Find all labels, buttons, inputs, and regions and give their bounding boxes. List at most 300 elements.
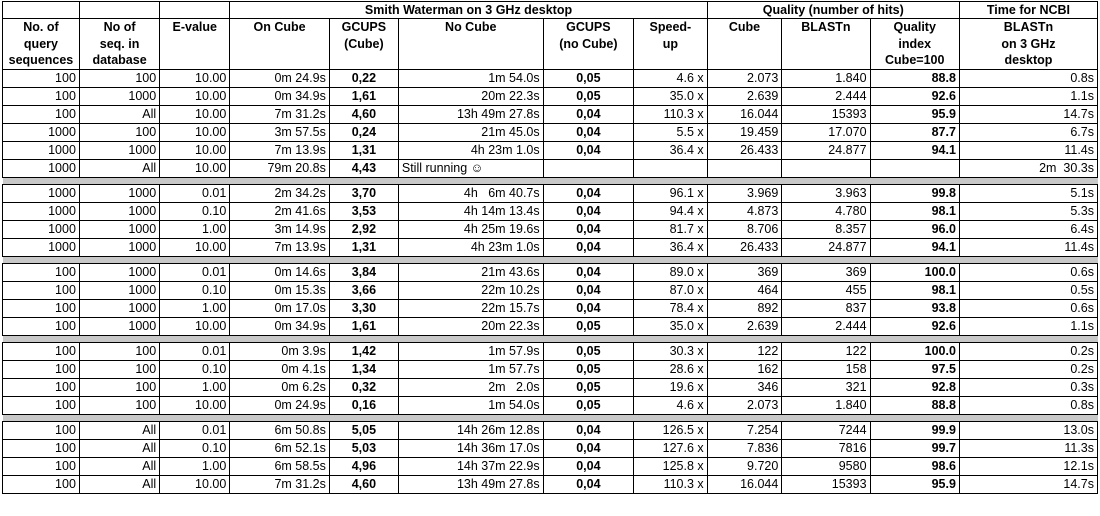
cell-gcups-no-cube: 0,04	[543, 220, 633, 238]
cell-quality-index: 100.0	[870, 342, 959, 360]
cell-blastn-hits: 8.357	[782, 220, 870, 238]
cell-speedup: 36.4 x	[634, 141, 708, 159]
cell-blastn-time: 6.4s	[959, 220, 1097, 238]
cell-gcups-no-cube: 0,04	[543, 475, 633, 493]
col-header-seqs-in-db: No of seq. in database	[79, 19, 159, 70]
cell-gcups-cube: 0,32	[329, 378, 398, 396]
cell-evalue: 0.01	[160, 421, 230, 439]
table-row	[3, 281, 1098, 299]
cell-blastn-hits: 455	[782, 281, 870, 299]
cell-speedup: 94.4 x	[634, 202, 708, 220]
cell-speedup: 81.7 x	[634, 220, 708, 238]
cell-gcups-cube: 1,61	[329, 317, 398, 335]
cell-evalue: 1.00	[160, 457, 230, 475]
cell-gcups-cube: 2,92	[329, 220, 398, 238]
cell-blastn-hits	[782, 159, 870, 177]
cell-seqs-in-db: All	[79, 475, 159, 493]
cell-on-cube: 7m 31.2s	[230, 475, 330, 493]
cell-speedup: 89.0 x	[634, 263, 708, 281]
table-row	[3, 123, 1098, 141]
cell-quality-index: 95.9	[870, 105, 959, 123]
cell-blastn-time: 5.3s	[959, 202, 1097, 220]
cell-gcups-cube: 4,60	[329, 475, 398, 493]
cell-gcups-no-cube: 0,04	[543, 299, 633, 317]
cell-gcups-cube: 3,66	[329, 281, 398, 299]
cell-no-cube: 20m 22.3s	[398, 87, 543, 105]
cell-blastn-hits: 24.877	[782, 238, 870, 256]
cell-queries: 1000	[3, 159, 80, 177]
cell-gcups-cube: 4,60	[329, 105, 398, 123]
cell-seqs-in-db: All	[79, 457, 159, 475]
cell-gcups-no-cube: 0,04	[543, 141, 633, 159]
cell-gcups-no-cube: 0,05	[543, 396, 633, 414]
cell-gcups-cube: 1,42	[329, 342, 398, 360]
cell-blastn-hits: 837	[782, 299, 870, 317]
cell-quality-index: 97.5	[870, 360, 959, 378]
cell-cube-hits: 4.873	[707, 202, 782, 220]
cell-cube-hits: 2.073	[707, 396, 782, 414]
cell-queries: 100	[3, 378, 80, 396]
cell-seqs-in-db: 1000	[79, 87, 159, 105]
cell-gcups-cube: 1,61	[329, 87, 398, 105]
cell-cube-hits: 9.720	[707, 457, 782, 475]
cell-cube-hits: 26.433	[707, 238, 782, 256]
cell-blastn-hits: 321	[782, 378, 870, 396]
table-row	[3, 69, 1098, 87]
cell-queries: 100	[3, 299, 80, 317]
cell-no-cube: 1m 57.7s	[398, 360, 543, 378]
cell-speedup: 19.6 x	[634, 378, 708, 396]
cell-on-cube: 0m 34.9s	[230, 87, 330, 105]
cell-blastn-hits: 17.070	[782, 123, 870, 141]
cell-speedup: 126.5 x	[634, 421, 708, 439]
cell-gcups-no-cube: 0,05	[543, 342, 633, 360]
cell-evalue: 1.00	[160, 299, 230, 317]
cell-quality-index: 92.8	[870, 378, 959, 396]
cell-evalue: 0.01	[160, 184, 230, 202]
cell-on-cube: 7m 31.2s	[230, 105, 330, 123]
cell-blastn-hits: 4.780	[782, 202, 870, 220]
col-header-gcups-cube: GCUPS (Cube)	[329, 19, 398, 70]
group-separator	[3, 414, 1098, 421]
cell-no-cube: 20m 22.3s	[398, 317, 543, 335]
cell-quality-index: 94.1	[870, 238, 959, 256]
cell-quality-index: 98.1	[870, 202, 959, 220]
cell-evalue: 10.00	[160, 123, 230, 141]
cell-blastn-hits: 158	[782, 360, 870, 378]
cell-no-cube: 14h 26m 12.8s	[398, 421, 543, 439]
cell-no-cube: 14h 37m 22.9s	[398, 457, 543, 475]
cell-seqs-in-db: All	[79, 439, 159, 457]
cell-evalue: 10.00	[160, 69, 230, 87]
cell-queries: 100	[3, 263, 80, 281]
cell-evalue: 10.00	[160, 105, 230, 123]
cell-speedup: 127.6 x	[634, 439, 708, 457]
cell-quality-index: 92.6	[870, 87, 959, 105]
cell-no-cube: 4h 14m 13.4s	[398, 202, 543, 220]
cell-evalue: 0.01	[160, 263, 230, 281]
cell-evalue: 0.10	[160, 202, 230, 220]
cell-cube-hits: 369	[707, 263, 782, 281]
cell-queries: 1000	[3, 220, 80, 238]
cell-blastn-time: 1.1s	[959, 317, 1097, 335]
table-row	[3, 184, 1098, 202]
cell-gcups-no-cube: 0,04	[543, 123, 633, 141]
col-header-cube-hits: Cube	[707, 19, 782, 70]
cell-quality-index: 98.1	[870, 281, 959, 299]
cell-gcups-cube: 4,43	[329, 159, 398, 177]
cell-blastn-time: 0.8s	[959, 69, 1097, 87]
table-row	[3, 457, 1098, 475]
cell-no-cube: 1m 54.0s	[398, 396, 543, 414]
col-header-quality-index: Quality index Cube=100	[870, 19, 959, 70]
cell-on-cube: 7m 13.9s	[230, 238, 330, 256]
group-header-smith-waterman: Smith Waterman on 3 GHz desktop	[230, 2, 707, 19]
cell-blastn-hits: 9580	[782, 457, 870, 475]
table-row	[3, 238, 1098, 256]
table-row	[3, 378, 1098, 396]
cell-cube-hits: 2.639	[707, 87, 782, 105]
cell-on-cube: 0m 4.1s	[230, 360, 330, 378]
cell-quality-index: 87.7	[870, 123, 959, 141]
cell-evalue: 0.10	[160, 439, 230, 457]
cell-gcups-cube: 0,16	[329, 396, 398, 414]
cell-no-cube: 21m 45.0s	[398, 123, 543, 141]
cell-seqs-in-db: 100	[79, 69, 159, 87]
table-row	[3, 360, 1098, 378]
cell-speedup: 28.6 x	[634, 360, 708, 378]
cell-gcups-no-cube: 0,05	[543, 69, 633, 87]
cell-blastn-time: 11.4s	[959, 238, 1097, 256]
cell-queries: 100	[3, 457, 80, 475]
cell-gcups-cube: 5,05	[329, 421, 398, 439]
cell-seqs-in-db: All	[79, 105, 159, 123]
cell-gcups-no-cube: 0,04	[543, 184, 633, 202]
cell-on-cube: 0m 34.9s	[230, 317, 330, 335]
cell-gcups-no-cube: 0,04	[543, 457, 633, 475]
cell-on-cube: 2m 34.2s	[230, 184, 330, 202]
cell-evalue: 10.00	[160, 87, 230, 105]
group-header-ncbi-time: Time for NCBI	[959, 2, 1097, 19]
cell-gcups-cube: 1,31	[329, 141, 398, 159]
cell-quality-index: 98.6	[870, 457, 959, 475]
cell-quality-index: 94.1	[870, 141, 959, 159]
cell-no-cube: 4h 23m 1.0s	[398, 238, 543, 256]
cell-cube-hits: 2.639	[707, 317, 782, 335]
cell-no-cube: 2m 2.0s	[398, 378, 543, 396]
col-header-no-cube: No Cube	[398, 19, 543, 70]
cell-blastn-time: 0.2s	[959, 342, 1097, 360]
cell-blastn-hits: 1.840	[782, 396, 870, 414]
cell-gcups-no-cube: 0,05	[543, 317, 633, 335]
cell-gcups-cube: 0,24	[329, 123, 398, 141]
cell-quality-index: 100.0	[870, 263, 959, 281]
cell-evalue: 10.00	[160, 159, 230, 177]
col-header-blastn-hits: BLASTn	[782, 19, 870, 70]
cell-gcups-cube: 3,30	[329, 299, 398, 317]
cell-evalue: 10.00	[160, 141, 230, 159]
cell-on-cube: 2m 41.6s	[230, 202, 330, 220]
cell-on-cube: 0m 15.3s	[230, 281, 330, 299]
cell-seqs-in-db: All	[79, 159, 159, 177]
cell-seqs-in-db: 1000	[79, 202, 159, 220]
cell-blastn-time: 14.7s	[959, 105, 1097, 123]
cell-queries: 100	[3, 475, 80, 493]
cell-cube-hits: 464	[707, 281, 782, 299]
cell-gcups-cube: 5,03	[329, 439, 398, 457]
cell-blastn-time: 0.5s	[959, 281, 1097, 299]
cell-evalue: 0.10	[160, 281, 230, 299]
header-spacer	[3, 2, 80, 19]
cell-on-cube: 0m 24.9s	[230, 69, 330, 87]
cell-blastn-time: 5.1s	[959, 184, 1097, 202]
cell-blastn-time: 11.3s	[959, 439, 1097, 457]
cell-cube-hits: 19.459	[707, 123, 782, 141]
cell-blastn-time: 0.3s	[959, 378, 1097, 396]
cell-speedup: 35.0 x	[634, 87, 708, 105]
cell-on-cube: 0m 3.9s	[230, 342, 330, 360]
cell-blastn-time: 2m 30.3s	[959, 159, 1097, 177]
group-separator	[3, 256, 1098, 263]
group-separator	[3, 177, 1098, 184]
cell-cube-hits: 3.969	[707, 184, 782, 202]
cell-no-cube: Still running ☺	[398, 159, 543, 177]
cell-seqs-in-db: 1000	[79, 220, 159, 238]
cell-blastn-hits: 15393	[782, 105, 870, 123]
cell-blastn-time: 11.4s	[959, 141, 1097, 159]
cell-evalue: 0.10	[160, 360, 230, 378]
cell-speedup: 36.4 x	[634, 238, 708, 256]
cell-blastn-hits: 122	[782, 342, 870, 360]
cell-gcups-cube: 3,84	[329, 263, 398, 281]
cell-gcups-no-cube: 0,05	[543, 378, 633, 396]
cell-blastn-hits: 2.444	[782, 317, 870, 335]
cell-cube-hits: 7.836	[707, 439, 782, 457]
table-row	[3, 439, 1098, 457]
table-row	[3, 263, 1098, 281]
cell-seqs-in-db: All	[79, 421, 159, 439]
cell-speedup: 4.6 x	[634, 396, 708, 414]
cell-speedup	[634, 159, 708, 177]
cell-gcups-no-cube: 0,05	[543, 360, 633, 378]
cell-on-cube: 3m 14.9s	[230, 220, 330, 238]
cell-speedup: 125.8 x	[634, 457, 708, 475]
cell-gcups-no-cube	[543, 159, 633, 177]
cell-seqs-in-db: 1000	[79, 317, 159, 335]
col-header-on-cube: On Cube	[230, 19, 330, 70]
cell-blastn-hits: 369	[782, 263, 870, 281]
cell-blastn-hits: 24.877	[782, 141, 870, 159]
cell-gcups-no-cube: 0,04	[543, 263, 633, 281]
cell-seqs-in-db: 1000	[79, 281, 159, 299]
cell-speedup: 87.0 x	[634, 281, 708, 299]
cell-seqs-in-db: 100	[79, 378, 159, 396]
group-header-quality: Quality (number of hits)	[707, 2, 959, 19]
cell-no-cube: 21m 43.6s	[398, 263, 543, 281]
cell-speedup: 35.0 x	[634, 317, 708, 335]
col-header-blastn-time: BLASTn on 3 GHz desktop	[959, 19, 1097, 70]
cell-gcups-cube: 1,34	[329, 360, 398, 378]
cell-on-cube: 0m 24.9s	[230, 396, 330, 414]
cell-blastn-time: 0.2s	[959, 360, 1097, 378]
cell-gcups-no-cube: 0,04	[543, 439, 633, 457]
cell-speedup: 30.3 x	[634, 342, 708, 360]
cell-gcups-cube: 0,22	[329, 69, 398, 87]
cell-evalue: 10.00	[160, 475, 230, 493]
cell-evalue: 1.00	[160, 220, 230, 238]
cell-cube-hits: 162	[707, 360, 782, 378]
cell-queries: 1000	[3, 238, 80, 256]
cell-cube-hits: 26.433	[707, 141, 782, 159]
cell-queries: 100	[3, 281, 80, 299]
cell-cube-hits: 16.044	[707, 475, 782, 493]
cell-queries: 100	[3, 421, 80, 439]
cell-blastn-time: 0.6s	[959, 299, 1097, 317]
cell-queries: 1000	[3, 202, 80, 220]
cell-on-cube: 7m 13.9s	[230, 141, 330, 159]
cell-quality-index	[870, 159, 959, 177]
table-row	[3, 317, 1098, 335]
col-header-queries: No. of query sequences	[3, 19, 80, 70]
cell-evalue: 10.00	[160, 238, 230, 256]
cell-gcups-no-cube: 0,04	[543, 281, 633, 299]
header-spacer	[79, 2, 159, 19]
cell-blastn-hits: 3.963	[782, 184, 870, 202]
cell-on-cube: 6m 58.5s	[230, 457, 330, 475]
cell-on-cube: 0m 14.6s	[230, 263, 330, 281]
table-row	[3, 105, 1098, 123]
cell-queries: 100	[3, 87, 80, 105]
cell-blastn-time: 1.1s	[959, 87, 1097, 105]
cell-queries: 100	[3, 360, 80, 378]
cell-queries: 100	[3, 69, 80, 87]
table-row	[3, 299, 1098, 317]
table-row	[3, 396, 1098, 414]
cell-blastn-hits: 7244	[782, 421, 870, 439]
cell-quality-index: 92.6	[870, 317, 959, 335]
cell-cube-hits: 122	[707, 342, 782, 360]
cell-quality-index: 99.8	[870, 184, 959, 202]
col-header-gcups-no-cube: GCUPS (no Cube)	[543, 19, 633, 70]
cell-speedup: 110.3 x	[634, 105, 708, 123]
cell-no-cube: 14h 36m 17.0s	[398, 439, 543, 457]
cell-blastn-time: 6.7s	[959, 123, 1097, 141]
cell-seqs-in-db: 100	[79, 396, 159, 414]
cell-quality-index: 99.9	[870, 421, 959, 439]
cell-speedup: 96.1 x	[634, 184, 708, 202]
cell-queries: 1000	[3, 141, 80, 159]
cell-queries: 1000	[3, 123, 80, 141]
cell-no-cube: 4h 25m 19.6s	[398, 220, 543, 238]
cell-seqs-in-db: 100	[79, 123, 159, 141]
cell-queries: 100	[3, 396, 80, 414]
cell-gcups-no-cube: 0,05	[543, 87, 633, 105]
cell-cube-hits: 16.044	[707, 105, 782, 123]
cell-cube-hits: 7.254	[707, 421, 782, 439]
cell-gcups-cube: 4,96	[329, 457, 398, 475]
table-row	[3, 87, 1098, 105]
cell-speedup: 78.4 x	[634, 299, 708, 317]
cell-blastn-time: 13.0s	[959, 421, 1097, 439]
cell-gcups-no-cube: 0,04	[543, 202, 633, 220]
cell-quality-index: 96.0	[870, 220, 959, 238]
cell-seqs-in-db: 1000	[79, 263, 159, 281]
cell-queries: 100	[3, 439, 80, 457]
cell-seqs-in-db: 1000	[79, 238, 159, 256]
col-header-speedup: Speed- up	[634, 19, 708, 70]
table-row	[3, 141, 1098, 159]
cell-gcups-no-cube: 0,04	[543, 238, 633, 256]
cell-cube-hits: 8.706	[707, 220, 782, 238]
cell-no-cube: 13h 49m 27.8s	[398, 105, 543, 123]
cell-quality-index: 93.8	[870, 299, 959, 317]
cell-no-cube: 1m 54.0s	[398, 69, 543, 87]
table-row	[3, 475, 1098, 493]
table-row	[3, 421, 1098, 439]
cell-seqs-in-db: 1000	[79, 141, 159, 159]
cell-gcups-no-cube: 0,04	[543, 421, 633, 439]
cell-queries: 100	[3, 317, 80, 335]
cell-blastn-hits: 7816	[782, 439, 870, 457]
cell-on-cube: 0m 17.0s	[230, 299, 330, 317]
table-row	[3, 220, 1098, 238]
cell-seqs-in-db: 100	[79, 342, 159, 360]
header-spacer	[160, 2, 230, 19]
cell-cube-hits	[707, 159, 782, 177]
cell-no-cube: 4h 6m 40.7s	[398, 184, 543, 202]
cell-on-cube: 6m 52.1s	[230, 439, 330, 457]
cell-no-cube: 4h 23m 1.0s	[398, 141, 543, 159]
group-separator	[3, 335, 1098, 342]
cell-speedup: 110.3 x	[634, 475, 708, 493]
cell-gcups-no-cube: 0,04	[543, 105, 633, 123]
cell-no-cube: 1m 57.9s	[398, 342, 543, 360]
cell-no-cube: 22m 15.7s	[398, 299, 543, 317]
cell-blastn-time: 12.1s	[959, 457, 1097, 475]
cell-on-cube: 6m 50.8s	[230, 421, 330, 439]
table-row	[3, 159, 1098, 177]
cell-quality-index: 95.9	[870, 475, 959, 493]
cell-blastn-hits: 2.444	[782, 87, 870, 105]
cell-gcups-cube: 3,70	[329, 184, 398, 202]
cell-on-cube: 0m 6.2s	[230, 378, 330, 396]
cell-speedup: 5.5 x	[634, 123, 708, 141]
results-table	[2, 1, 1098, 494]
cell-cube-hits: 892	[707, 299, 782, 317]
cell-evalue: 1.00	[160, 378, 230, 396]
cell-seqs-in-db: 1000	[79, 184, 159, 202]
cell-queries: 1000	[3, 184, 80, 202]
cell-cube-hits: 2.073	[707, 69, 782, 87]
cell-blastn-time: 0.8s	[959, 396, 1097, 414]
cell-no-cube: 22m 10.2s	[398, 281, 543, 299]
cell-evalue: 0.01	[160, 342, 230, 360]
cell-queries: 100	[3, 105, 80, 123]
cell-gcups-cube: 3,53	[329, 202, 398, 220]
cell-cube-hits: 346	[707, 378, 782, 396]
cell-speedup: 4.6 x	[634, 69, 708, 87]
table-row	[3, 342, 1098, 360]
cell-blastn-time: 0.6s	[959, 263, 1097, 281]
cell-seqs-in-db: 1000	[79, 299, 159, 317]
cell-quality-index: 88.8	[870, 69, 959, 87]
cell-no-cube: 13h 49m 27.8s	[398, 475, 543, 493]
table-row	[3, 202, 1098, 220]
cell-on-cube: 3m 57.5s	[230, 123, 330, 141]
cell-seqs-in-db: 100	[79, 360, 159, 378]
cell-evalue: 10.00	[160, 317, 230, 335]
cell-blastn-time: 14.7s	[959, 475, 1097, 493]
